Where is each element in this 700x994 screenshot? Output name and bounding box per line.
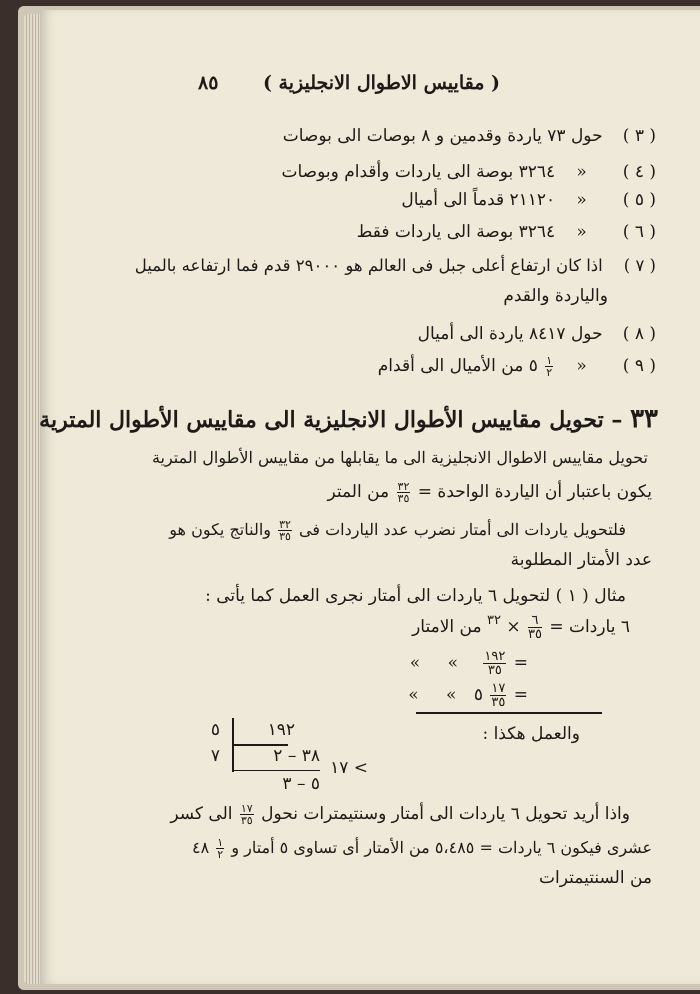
fraction-32-35: $\frac{٣٢}{٣٥}$: [397, 480, 410, 505]
fraction-half-2: $\frac{١}{٢}$: [217, 836, 224, 861]
section-title-text: – تحويل مقاييس الأطوال الانجليزية الى مقاييس الأطوال المترية: [39, 407, 623, 433]
calc-row-2: = $\frac{١٩٢}{٣٥}$ » »: [409, 649, 528, 678]
exercise-3: ( ٣ ) حول ٧٣ ياردة وقدمين و ٨ بوصات الى بوصات: [282, 126, 656, 146]
page-number: ٨٥: [198, 72, 219, 94]
calc-row-3: = $\frac{١٧}{٣٥}$ ٥ » »: [408, 681, 528, 710]
exercise-4: ( ٤ ) « ٣٢٦٤ بوصة الى ياردات وأقدام وبوصات: [281, 162, 656, 182]
division-dividend: ١٩٢: [267, 720, 295, 740]
paragraph-1-line-1: تحويل مقاييس الاطوال الانجليزية الى ما يقابلها من مقاييس الأطوال المترية: [151, 448, 648, 467]
paragraph-1-line-2: يكون باعتبار أن الياردة الواحدة = $\frac{٣٢}{٣٥}$ من المتر: [327, 480, 652, 505]
exercise-9: ( ٩ ) « $\frac{١}{٢}$ ٥ من الأميال الى أقدام: [377, 354, 656, 379]
fraction-17-35: $\frac{١٧}{٣٥}$: [240, 802, 253, 827]
division-step-1: ٣٨ – ٢: [273, 746, 320, 766]
book-page: [40, 10, 700, 984]
division-quotient: ٥: [210, 720, 220, 740]
exercise-8: ( ٨ ) حول ٨٤١٧ ياردة الى أميال: [417, 324, 656, 344]
paragraph-2-line-1: فلتحويل ياردات الى أمتار نضرب عدد الياردات فى $\frac{٣٢}{٣٥}$ والناتج يكون هو: [169, 518, 626, 543]
division-step-2: ٥ – ٣: [282, 774, 320, 794]
section-number: ٣٣: [630, 404, 658, 434]
page-edges: [24, 14, 40, 984]
paragraph-2-line-2: عدد الأمتار المطلوبة: [510, 550, 652, 570]
running-title: ( مقاييس الاطوال الانجليزية ): [262, 72, 500, 94]
section-heading: [39, 404, 658, 434]
closing-line-1: واذا أريد تحويل ٦ ياردات الى أمتار وسنتيمترات نحول $\frac{١٧}{٣٥}$ الى كسر: [170, 802, 630, 827]
exercise-5: ( ٥ ) « ٢١١٢٠ قدماً الى أميال: [401, 190, 656, 210]
calc-fraction-6-35: $\frac{٦}{٣٥}$: [528, 613, 542, 642]
calc-underline: [416, 712, 602, 714]
exercise-6: ( ٦ ) « ٣٢٦٤ بوصة الى ياردات فقط: [356, 222, 656, 242]
closing-line-2: عشرى فيكون ٦ ياردات = ٥،٤٨٥ من الأمتار أى تساوى ٥ أمتار و $\frac{١}{٢}$ ٤٨: [192, 836, 652, 861]
fraction-32-35-b: $\frac{٣٢}{٣٥}$: [279, 518, 291, 543]
work-label: والعمل هكذا :: [482, 724, 580, 744]
calc-row-1: ٦ ياردات = $\frac{٦}{٣٥}$ × $^{٣٢}$ من الامتار: [412, 613, 630, 642]
division-line-2: [232, 770, 320, 771]
exercise-7: ( ٧ ) اذا كان ارتفاع أعلى جبل فى العالم هو ٢٩٠٠٠ قدم فما ارتفاعه بالميل: [134, 256, 656, 275]
division-compare: > ١٧: [330, 758, 368, 778]
closing-line-3: من السنتيمترات: [539, 868, 652, 888]
calc-fraction-192-35: $\frac{١٩٢}{٣٥}$: [484, 649, 506, 678]
fraction-half: $\frac{١}{٢}$: [546, 354, 553, 379]
calc-fraction-17-35: $\frac{١٧}{٣٥}$: [491, 681, 506, 710]
example-1-heading: مثال ( ١ ) لتحويل ٦ ياردات الى أمتار نجرى العمل كما يأتى :: [205, 586, 626, 606]
division-divisor: ٧: [210, 746, 220, 766]
exercise-7-continued: والياردة والقدم: [503, 286, 608, 306]
page-header: [80, 68, 580, 108]
